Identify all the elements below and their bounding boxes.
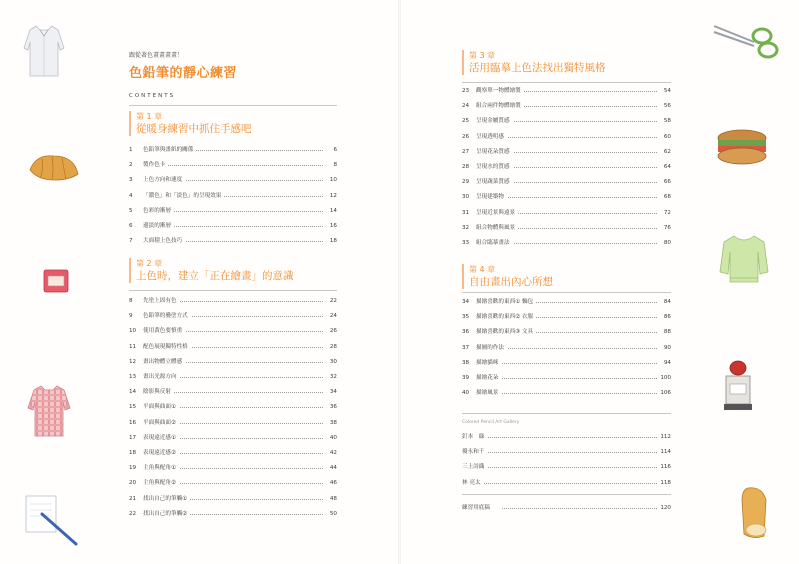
toc-entry-number: 23 (462, 88, 470, 94)
toc-entry-page: 88 (657, 326, 671, 338)
intro-text: 跟從著色畫畫畫畫！ (129, 52, 184, 59)
toc-entry-title: 找出自己的筆觸① (143, 493, 190, 505)
toc-entry-title: 呈現近景與遠景 (476, 207, 518, 219)
toc-entry-page: 56 (657, 100, 671, 112)
toc-entry (129, 462, 337, 474)
toc-entry-page: 28 (323, 341, 337, 353)
toc-entry (462, 237, 671, 249)
toc-entry-number: 33 (462, 240, 470, 246)
toc-entry (462, 191, 671, 203)
toc-entry-page: 12 (323, 190, 337, 202)
sweater-drawing (718, 232, 770, 286)
toc-entry-title: 呈現花朵質感 (476, 146, 513, 158)
toc-entry-number: 2 (129, 162, 133, 169)
gallery-rule (462, 413, 671, 414)
toc-entry (129, 432, 337, 444)
toc-entry-page: 44 (323, 462, 337, 474)
toc-entry-number: 4 (129, 192, 133, 199)
toc-entry (129, 295, 337, 307)
toc-entry-title: 平面與曲面① (143, 401, 179, 413)
chapter-2-number: 第 2 章 (136, 259, 163, 268)
toc-entry-title: 呈現建築物 (476, 191, 507, 203)
toc-entry-title: 觀察單一物體繪製 (476, 85, 524, 97)
toc-entry (462, 222, 671, 234)
toc-entry-page: 100 (657, 372, 671, 384)
chapter-4-rule (462, 292, 671, 293)
toc-entry-title: 色鉛筆的疊塗方式 (143, 310, 191, 322)
toc-leader (147, 165, 323, 166)
toc-entry-title: 製作色卡 (143, 159, 168, 171)
toc-entry-page: 118 (657, 477, 671, 489)
toc-entry-page: 64 (657, 161, 671, 173)
toc-entry-title: 呈現蔬菜質感 (476, 176, 513, 188)
toc-entry-page: 60 (657, 131, 671, 143)
toc-entry (462, 461, 671, 473)
croissant-drawing (26, 150, 82, 186)
sandwich-drawing (714, 128, 770, 166)
toc-entry-number: 32 (462, 224, 470, 231)
toc-entry (462, 446, 671, 458)
toc-entry (129, 174, 337, 186)
toc-entry (462, 311, 671, 323)
toc-entry-title: 配色展現獨特性格 (143, 341, 191, 353)
toc-entry-number: 19 (129, 465, 137, 472)
toc-entry-title: 上色方向和速度 (143, 174, 185, 186)
chapter-2-title: 上色時，建立「正在繪畫」的意識 (136, 270, 294, 282)
toc-entry-number: 24 (462, 103, 470, 110)
chapter-4-list (462, 296, 671, 397)
toc-entry (462, 342, 671, 354)
toc-entry-number: 27 (462, 148, 470, 155)
toc-entry (129, 220, 337, 232)
toc-entry-page: 22 (323, 295, 337, 307)
toc-entry (129, 371, 337, 383)
toc-entry (129, 477, 337, 489)
toc-entry-number: 5 (129, 207, 133, 214)
toc-entry-number: 6 (129, 223, 133, 229)
toc-entry-number: 12 (129, 358, 137, 365)
toc-entry-page: 38 (323, 417, 337, 429)
chapter-4-number: 第 4 章 (469, 265, 496, 274)
toc-entry-title: 平面與曲面② (143, 417, 179, 429)
toc-entry (462, 161, 671, 173)
toc-leader (480, 378, 657, 379)
toc-entry-page: 14 (323, 205, 337, 217)
chapter-2-rule (129, 290, 337, 291)
toc-entry-page: 34 (323, 386, 337, 398)
toc-entry-page: 106 (657, 387, 671, 399)
toc-entry-title: 先塗上固有色 (143, 295, 180, 307)
toc-entry (462, 326, 671, 338)
toc-entry-page: 116 (657, 461, 671, 473)
toc-entry-page: 40 (323, 432, 337, 444)
toc-entry-number: 28 (462, 164, 470, 170)
toc-entry-title: 色彩的漸層 (143, 205, 174, 217)
toc-entry (462, 115, 671, 127)
toc-entry-page: 10 (323, 174, 337, 186)
appendix-rule (462, 494, 671, 495)
toc-entry-number: 15 (129, 404, 137, 411)
gallery-label: Colored Pencil Art Gallery (462, 420, 520, 425)
chapter-3-list (462, 85, 671, 245)
toc-entry-number: 34 (462, 299, 470, 305)
toc-entry-title: 呈現透明感 (476, 131, 507, 143)
toc-entry-title: 釘本 綠 (462, 431, 487, 443)
header-rule (129, 105, 337, 106)
toc-entry-page: 30 (323, 356, 337, 368)
page-title: 色鉛筆的靜心練習 (129, 66, 238, 81)
notepad-pen-drawing (20, 490, 84, 550)
toc-leader (466, 467, 657, 468)
toc-entry (129, 325, 337, 337)
toc-entry-page: 24 (323, 310, 337, 322)
toc-entry-page: 72 (657, 207, 671, 219)
contents-label: CONTENTS (129, 93, 176, 99)
toc-entry-page: 18 (323, 235, 337, 247)
toc-entry-title: 找出自己的筆觸② (143, 508, 190, 520)
toc-entry-number: 21 (129, 495, 137, 502)
toc-entry-page: 66 (657, 176, 671, 188)
toc-entry-number: 38 (462, 359, 470, 366)
toc-entry-page: 16 (323, 220, 337, 232)
toc-entry (462, 387, 671, 399)
toc-entry-page: 8 (323, 159, 337, 171)
toc-entry (462, 100, 671, 112)
toc-entry-title: 描繪喜歡的東西① 麵包 (476, 296, 536, 308)
toc-entry-page: 58 (657, 115, 671, 127)
toc-entry-title: 描繪喜歡的東西② 衣服 (476, 311, 536, 323)
toc-entry-title: 呈現金屬質感 (476, 115, 513, 127)
toc-entry (462, 131, 671, 143)
chapter-3-number: 第 3 章 (469, 51, 496, 60)
toc-leader (466, 483, 657, 484)
toc-entry-page: 26 (323, 325, 337, 337)
toc-entry (462, 296, 671, 308)
shirt-drawing (20, 22, 68, 80)
toc-entry (462, 502, 671, 514)
toc-entry-number: 39 (462, 375, 470, 381)
toc-entry-number: 37 (462, 344, 470, 351)
toc-entry-number: 22 (129, 510, 137, 517)
toc-leader (502, 508, 657, 509)
toc-entry (462, 85, 671, 97)
toc-entry-number: 3 (129, 177, 133, 184)
toc-entry-title: 描繪貓咪 (476, 357, 501, 369)
plaid-shirt-drawing (24, 382, 74, 440)
toc-entry-number: 10 (129, 328, 137, 335)
toc-entry-page: 62 (657, 146, 671, 158)
toc-entry (129, 190, 337, 202)
toc-entry-title: 色鉛筆與畫紙的關係 (143, 144, 196, 156)
toc-entry (129, 447, 337, 459)
toc-entry (129, 356, 337, 368)
toc-entry-title: 使用黃色要慎重 (143, 325, 185, 337)
toc-entry-number: 18 (129, 450, 137, 456)
toc-entry-page: 86 (657, 311, 671, 323)
toc-entry (129, 417, 337, 429)
toc-leader (480, 393, 657, 394)
chapter-2-list (129, 295, 337, 515)
chapter-4-heading (462, 264, 553, 289)
chapter-1-title: 從暖身練習中抓住手感吧 (136, 123, 252, 135)
appendix-list (462, 502, 671, 514)
toc-entry-page: 32 (323, 371, 337, 383)
scissors-drawing (710, 20, 780, 60)
date-stamp-drawing (718, 358, 758, 414)
toc-entry-title: 陰影與反射 (143, 386, 174, 398)
toc-entry-title: 描繪花朵 (476, 372, 501, 384)
toc-entry-title: 表現遠近感① (143, 432, 179, 444)
chapter-3-rule (462, 82, 671, 83)
toc-entry-title: 「濃色」和「淡色」的呈現效果 (143, 190, 224, 202)
toc-entry-title: 描繪風景 (476, 387, 501, 399)
toc-entry-page: 112 (657, 431, 671, 443)
toc-entry (129, 508, 337, 520)
toc-entry-title: 組合兩件物體繪製 (476, 100, 524, 112)
chapter-1-number: 第 1 章 (136, 112, 163, 121)
toc-entry-number: 7 (129, 238, 133, 245)
toc-entry-page: 90 (657, 342, 671, 354)
toc-entry-number: 25 (462, 118, 470, 125)
toc-entry (129, 493, 337, 505)
toc-entry-title: 主角與配角① (143, 462, 179, 474)
toc-entry-title: 呈現水的質感 (476, 161, 513, 173)
toc-entry-page: 114 (657, 446, 671, 458)
toc-entry-number: 31 (462, 209, 470, 216)
toc-entry-title: 主角與配角② (143, 477, 179, 489)
toc-entry-number: 26 (462, 133, 470, 140)
toc-entry (462, 431, 671, 443)
toc-entry-number: 8 (129, 298, 133, 304)
toc-entry (129, 341, 337, 353)
toc-entry-number: 17 (129, 434, 137, 441)
toc-entry-page: 76 (657, 222, 671, 234)
baguette-drawing (734, 484, 774, 542)
toc-entry (462, 146, 671, 158)
toc-entry-page: 120 (657, 502, 671, 514)
chapter-1-heading (129, 111, 252, 136)
toc-entry-title: 林 亮太 (462, 477, 484, 489)
toc-entry-number: 1 (129, 147, 133, 153)
toc-entry-page: 94 (657, 357, 671, 369)
chapter-3-title: 活用臨摹上色法找出獨特風格 (469, 62, 606, 74)
toc-entry-number: 16 (129, 419, 137, 426)
toc-entry-number: 30 (462, 194, 470, 201)
chapter-4-title: 自由畫出內心所想 (469, 276, 553, 288)
toc-entry-number: 13 (129, 374, 137, 380)
toc-entry (129, 144, 337, 156)
toc-entry-number: 29 (462, 179, 470, 186)
toc-entry (129, 159, 337, 171)
toc-entry (129, 401, 337, 413)
toc-entry-number: 36 (462, 329, 470, 336)
toc-entry-number: 35 (462, 314, 470, 321)
toc-entry-title: 組合臨摹畫法 (476, 237, 513, 249)
toc-entry-page: 48 (323, 493, 337, 505)
gallery-list (462, 431, 671, 491)
toc-entry-page: 68 (657, 191, 671, 203)
toc-entry-number: 14 (129, 389, 137, 396)
stamp-drawing (40, 266, 72, 296)
toc-entry-page: 84 (657, 296, 671, 308)
toc-entry-title: 邊淡的漸層 (143, 220, 174, 232)
toc-entry (462, 477, 671, 489)
toc-entry-page: 54 (657, 85, 671, 97)
toc-entry-page: 36 (323, 401, 337, 413)
toc-leader (466, 452, 657, 453)
toc-entry (129, 386, 337, 398)
toc-entry (129, 205, 337, 217)
toc-entry-number: 40 (462, 390, 470, 397)
toc-entry-title: 優永和千 (462, 446, 487, 458)
chapter-1-list (129, 144, 337, 245)
toc-entry-title: 組合物體與風景 (476, 222, 518, 234)
toc-entry-page: 80 (657, 237, 671, 249)
toc-entry (129, 310, 337, 322)
toc-entry-title: 大面積上色技巧 (143, 235, 185, 247)
toc-entry-title: 描繪喜歡的東西③ 文具 (476, 326, 536, 338)
toc-entry-title: 描圖的作法 (476, 342, 507, 354)
toc-entry-page: 42 (323, 447, 337, 459)
toc-entry (462, 372, 671, 384)
toc-entry-number: 11 (129, 343, 137, 350)
book-spine (398, 0, 401, 564)
toc-leader (466, 437, 657, 438)
chapter-3-heading (462, 50, 606, 75)
toc-entry-number: 20 (129, 480, 137, 487)
toc-entry (462, 176, 671, 188)
toc-entry-page: 6 (323, 144, 337, 156)
toc-leader (480, 363, 657, 364)
toc-entry (129, 235, 337, 247)
toc-entry (462, 357, 671, 369)
toc-entry-title: 畫出物體立體感 (143, 356, 185, 368)
toc-entry-page: 46 (323, 477, 337, 489)
chapter-2-heading (129, 258, 294, 283)
toc-entry-title: 畫出光源方向 (143, 371, 180, 383)
toc-entry-page: 50 (323, 508, 337, 520)
toc-entry-number: 9 (129, 313, 133, 320)
toc-entry-title: 練習用底稿 (462, 502, 493, 514)
toc-entry-title: 表現遠近感② (143, 447, 179, 459)
toc-entry (462, 207, 671, 219)
toc-entry-title: 三上詩織 (462, 461, 487, 473)
